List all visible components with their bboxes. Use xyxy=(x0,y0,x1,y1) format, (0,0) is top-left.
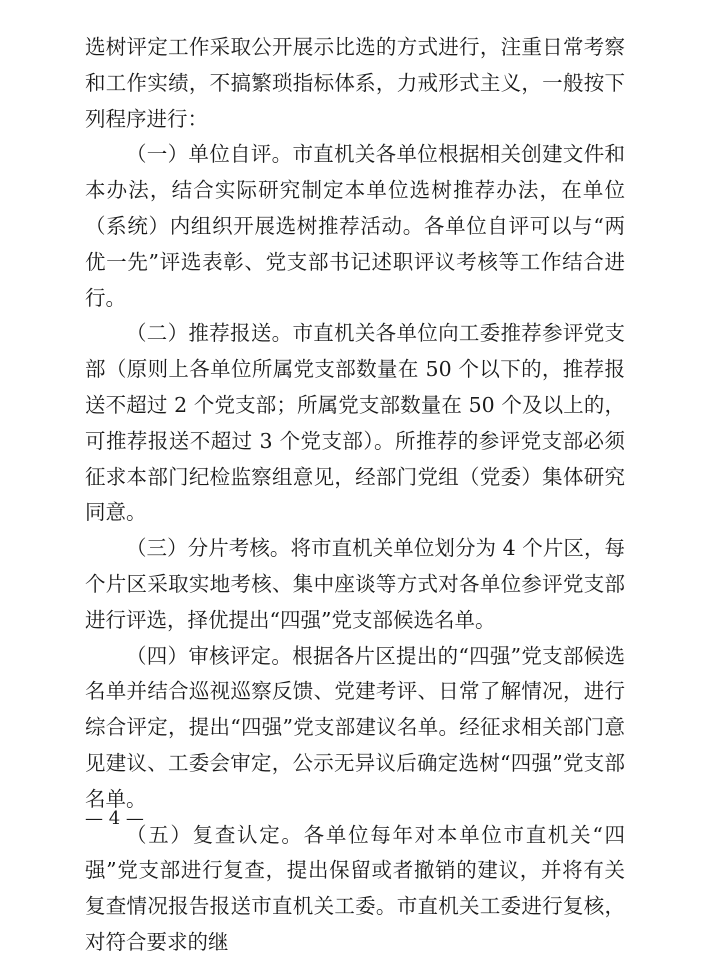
page-number: — 4 — xyxy=(85,808,144,829)
text-review-evaluation: 根据各片区提出的“四强”党支部候选名单并结合巡视巡察反馈、党建考评、日常了解情况，进行综合评定，提出“四强”党支部建议名单。经征求相关部门意见建议、工委会审定，公示无异议后确定选树“四强”党支部名单。 xyxy=(85,643,626,811)
text-recommendation-submission: 市直机关各单位向工委推荐参评党支部（原则上各单位所属党支部数量在 50 个以下的，推荐报送不超过 2 个党支部；所属党支部数量在 50 个及以上的，可推荐报送不超过 3 个党支部）。所推荐的参评党支部必须征求本部门纪检监察组意见，经部门党组（党委）集体研究同意。 xyxy=(85,321,626,525)
text-unit-self-evaluation: 市直机关各单位根据相关创建文件和本办法，结合实际研究制定本单位选树推荐办法，在单位（系统）内组织开展选树推荐活动。各单位自评可以与“两优一先”评选表彰、党支部书记述职评议考核等工作结合进行。 xyxy=(85,142,626,310)
heading-regional-assessment: （三）分片考核。 xyxy=(126,536,291,561)
paragraph-recommendation-submission xyxy=(85,316,625,531)
paragraph-recheck-confirmation xyxy=(85,818,625,961)
text-regional-assessment: 将市直机关单位划分为 4 个片区，每个片区采取实地考核、集中座谈等方式对各单位参评党支部进行评选，择优提出“四强”党支部候选名单。 xyxy=(85,536,626,632)
paragraph-intro-text: 选树评定工作采取公开展示比选的方式进行，注重日常考察和工作实绩，不搞繁琐指标体系，力戒形式主义，一般按下列程序进行： xyxy=(85,35,625,131)
paragraph-intro xyxy=(85,30,625,137)
heading-recommendation-submission: （二）推荐报送。 xyxy=(126,321,293,346)
heading-unit-self-evaluation: （一）单位自评。 xyxy=(126,142,293,167)
paragraph-unit-self-evaluation xyxy=(85,137,625,316)
text-recheck-confirmation: 各单位每年对本单位市直机关“四强”党支部进行复查，提出保留或者撤销的建议，并将有关复查情况报告报送市直机关工委。市直机关工委进行复核，对符合要求的继 xyxy=(85,822,626,954)
document-body xyxy=(85,30,625,961)
paragraph-regional-assessment xyxy=(85,531,625,638)
heading-review-evaluation: （四）审核评定。 xyxy=(126,643,293,668)
heading-recheck-confirmation: （五）复查认定。 xyxy=(126,822,304,847)
paragraph-review-evaluation xyxy=(85,639,625,818)
